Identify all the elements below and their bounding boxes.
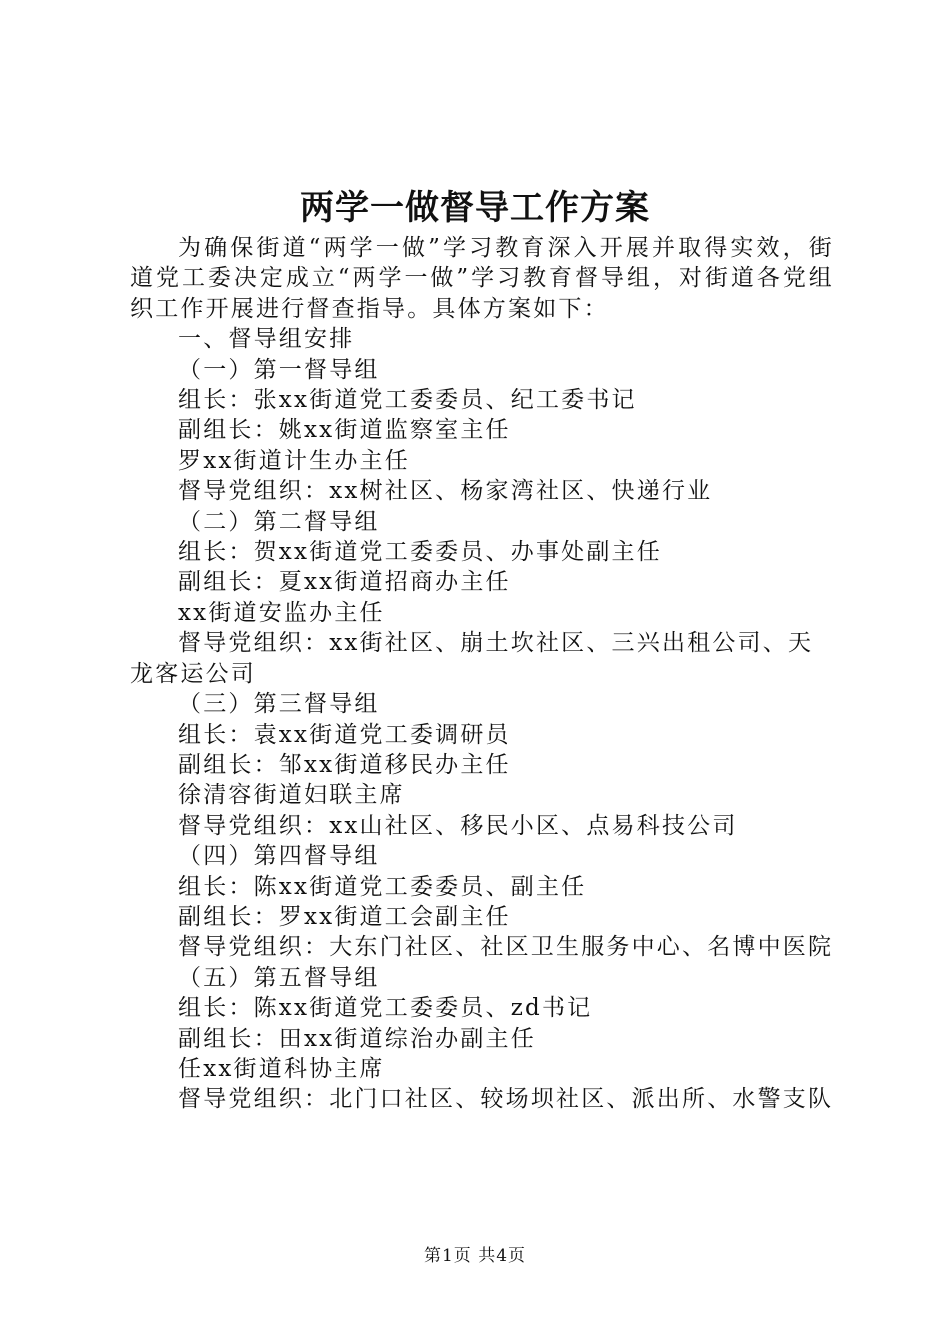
group-deputy: 副组长：田xx街道综治办副主任 (178, 1025, 536, 1052)
group-deputy: 副组长：夏xx街道招商办主任 (178, 569, 511, 596)
group-leader: 组长：贺xx街道党工委委员、办事处副主任 (178, 539, 662, 566)
group-heading: （五）第五督导组 (178, 964, 380, 991)
document-title: 两学一做督导工作方案 (300, 188, 650, 228)
group-orgs: 督导党组织：大东门社区、社区卫生服务中心、名博中医院 (178, 934, 834, 961)
group-leader: 组长：袁xx街道党工委调研员 (178, 721, 511, 748)
page-number-text: 第1页 共4页 (423, 1246, 527, 1266)
group-leader: 组长：张xx街道党工委委员、纪工委书记 (178, 387, 637, 414)
group-orgs: 督导党组织：xx树社区、杨家湾社区、快递行业 (178, 478, 713, 505)
group-heading: （一）第一督导组 (178, 356, 380, 383)
document-body (130, 233, 834, 1115)
group-orgs: 督导党组织：北门口社区、较场坝社区、派出所、水警支队 (178, 1086, 834, 1113)
group-orgs: 督导党组织：xx山社区、移民小区、点易科技公司 (178, 812, 738, 839)
group-deputy: 副组长：邹xx街道移民办主任 (178, 751, 511, 778)
group-heading: （三）第三督导组 (178, 691, 380, 718)
group-deputy: 副组长：姚xx街道监察室主任 (178, 417, 511, 444)
group-member: xx街道安监办主任 (178, 599, 385, 626)
group-heading: （四）第四督导组 (178, 843, 380, 870)
group-leader: 组长：陈xx街道党工委委员、副主任 (178, 873, 587, 900)
group-member: 徐清容街道妇联主席 (178, 782, 405, 809)
group-orgs: 督导党组织：xx街社区、崩土坎社区、三兴出租公司、天龙客运公司 (130, 630, 814, 687)
group-leader: 组长：陈xx街道党工委委员、zd书记 (178, 995, 593, 1022)
page-footer (0, 1244, 950, 1268)
intro-paragraph: 为确保街道“两学一做”学习教育深入开展并取得实效，街道党工委决定成立“两学一做”学习教育督导组，对街道各党组织工作开展进行督查指导。具体方案如下： (130, 235, 834, 322)
group-member: 任xx街道科协主席 (178, 1055, 385, 1082)
group-heading: （二）第二督导组 (178, 508, 380, 535)
group-member: 罗xx街道计生办主任 (178, 447, 410, 474)
section-heading: 一、督导组安排 (178, 326, 355, 353)
group-deputy: 副组长：罗xx街道工会副主任 (178, 903, 511, 930)
